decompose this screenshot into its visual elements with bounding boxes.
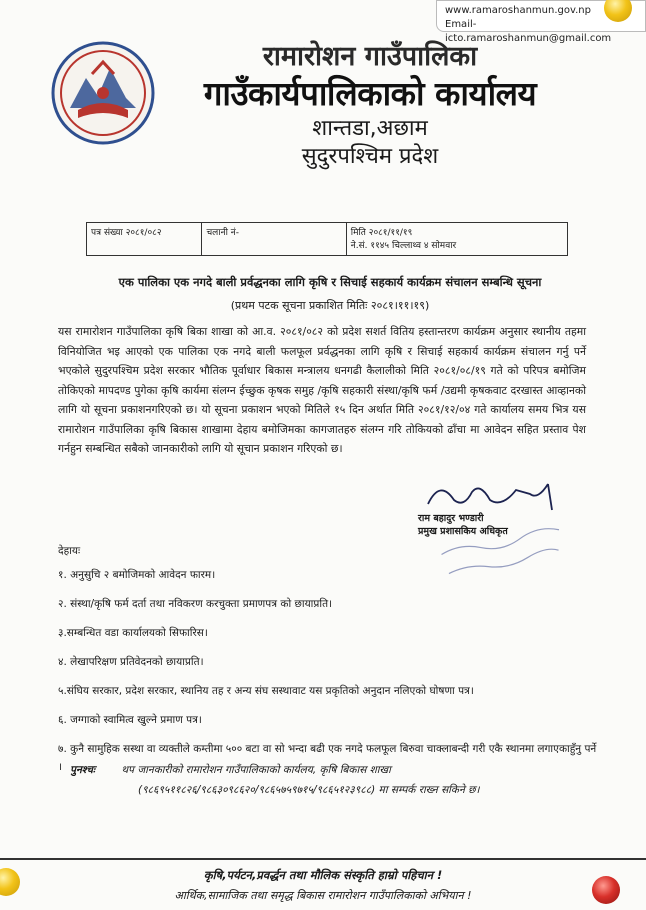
list-item: ६. जग्गाको स्वामित्व खुल्ने प्रमाण पत्र। (58, 714, 202, 726)
list-item: ४. लेखापरिक्षण प्रतिवेदनको छायाप्रति। (58, 656, 204, 668)
list-item: १. अनुसुचि २ बमोजिमको आवेदन फारम। (58, 569, 216, 581)
footnote-line2: (९८६९५११८२६/९८६३०९८६२०/९८६५७५९७१५/९८६५१२३९८८) मा सम्पर्क राख्न सकिने छ। (138, 784, 480, 796)
nepal-emblem-icon (48, 38, 158, 148)
office-location: शान्तडा,अछाम (312, 116, 428, 141)
website-text[interactable]: www.ramaroshanmun.gov.np (445, 5, 591, 16)
notice-subject: एक पालिका एक नगदे बाली प्रर्वद्धनका लागि कृषि र सिचाई सहकार्य कार्यक्रम संचालन सम्बन्धि सूचना (118, 275, 542, 289)
signature-icon (420, 474, 570, 514)
email-text[interactable]: Email-icto.ramaroshanmun@gmail.com (445, 19, 612, 44)
date-ns: ने.सं. ११४५ चिल्लाथ्व ४ सोमवार (350, 241, 457, 251)
signatory-name: राम बहादुर भण्डारी (418, 513, 484, 524)
office-name: गाउँकार्यपालिकाको कार्यालय (203, 74, 537, 113)
notice-body: यस रामारोशन गाउँपालिका कृषि बिका शाखा को आ.व. २०८१/०८२ को प्रदेश सशर्त वितिय हस्तान्तरण कार्यक्रम अनुसार स्थानीय तहमा विनियोजित भइ आएको एक पालिका एक नगदे बाली फलफूल प्रर्वद्धनका लागि कृषि र सिचाई सहकार्य कार्यक्रम संचालन गर्नु पर्ने भएकोले सुदुरपश्चिम प्रदेश सरकार भौतिक पूर्वाधार बिकास मन्त्रालय धनगढी कैलालीको मिति २०८१/०८/१९ गते को परिपत्र बमोजिम तोकिएको मापदण्ड पुगेका कृषि कार्यमा संलग्न ईच्छुक कृषक समुह /कृषि सहकारी संस्था/कृषि फर्म /उद्यमी कृषकवाट दरखास्त आव्हानको लागि यो सूचना प्रकाशनगरिएको छ। यो सूचना प्रकाशन भएको मितिले १५ दिन अर्थात मिति २०८१/१२/०४ गते कार्यालय समय भित्र यस रामारोशन गाउँपालिका कृषि बिकास शाखामा देहाय बमोजिमका कागजातहरु संलग्न गरि तोकियको ढाँचा मा आवेदन सहित प्रस्ताव पेश गर्नहुन सम्बन्धित सबैको जानकारीको लागि यो सूचान प्रकाशन गरिएको छ। (58, 325, 586, 455)
list-item: ५.संघिय सरकार, प्रदेश सरकार, स्थानिय तह र अन्य संघ सस्थावाट यस प्रकृतिको अनुदान नलिएको घोषणा पत्र। (58, 685, 474, 697)
slogan-line2: आर्थिक,सामाजिक तथा समृद्ध बिकास रामारोशन गाउँपालिकाको अभियान ! (174, 889, 472, 902)
patra-sankhya-cell: पत्र संख्या २०८१/०८२ (87, 223, 202, 256)
list-item: ७. कुनै सामुहिक सस्था वा व्यक्तीले कम्तीमा ५०० बटा वा सो भन्दा बढी एक नगदे फलफूल बिरुवा चाक्लाबन्दी गरी एकै स्थानमा लगाएकाहुँनु पर्ने । (58, 743, 597, 773)
reference-table (86, 222, 568, 256)
slogan-line1: कृषि,पर्यटन,प्रवर्द्धन तथा मौलिक संस्कृति हाम्रो पहिचान ! (203, 868, 443, 882)
dehay-label: देहायः (58, 545, 81, 557)
municipality-name: रामारोशन गाउँपालिका (262, 41, 478, 72)
footnote (70, 760, 590, 800)
footer-divider (0, 858, 646, 860)
chalani-cell: चलानी नं- (202, 223, 346, 256)
signatory-title: प्रमुख प्रशासकिय अधिकृत (418, 526, 508, 537)
list-item: ३.सम्बन्धित वडा कार्यालयको सिफारिस। (58, 627, 208, 639)
date-bs: मिति २०८१/११/१९ (350, 228, 413, 238)
province-name: सुदुरपश्चिम प्रदेश (301, 144, 439, 169)
notice-publication-date: (प्रथम पटक सूचना प्रकाशित मितिः २०८१।११।१९) (230, 299, 430, 312)
footnote-label: पुनश्चः (70, 764, 96, 776)
list-item: २. संस्था/कृषि फर्म दर्ता तथा नविकरण करचुक्ता प्रमाणपत्र को छायाप्रति। (58, 598, 333, 610)
required-documents-list (58, 566, 598, 787)
date-cell (346, 223, 567, 256)
pushpin-icon (592, 876, 620, 904)
footnote-line1: थप जानकारीको रामारोशन गाउँपालिकाको कार्यलय, कृषि बिकास शाखा (121, 764, 391, 776)
